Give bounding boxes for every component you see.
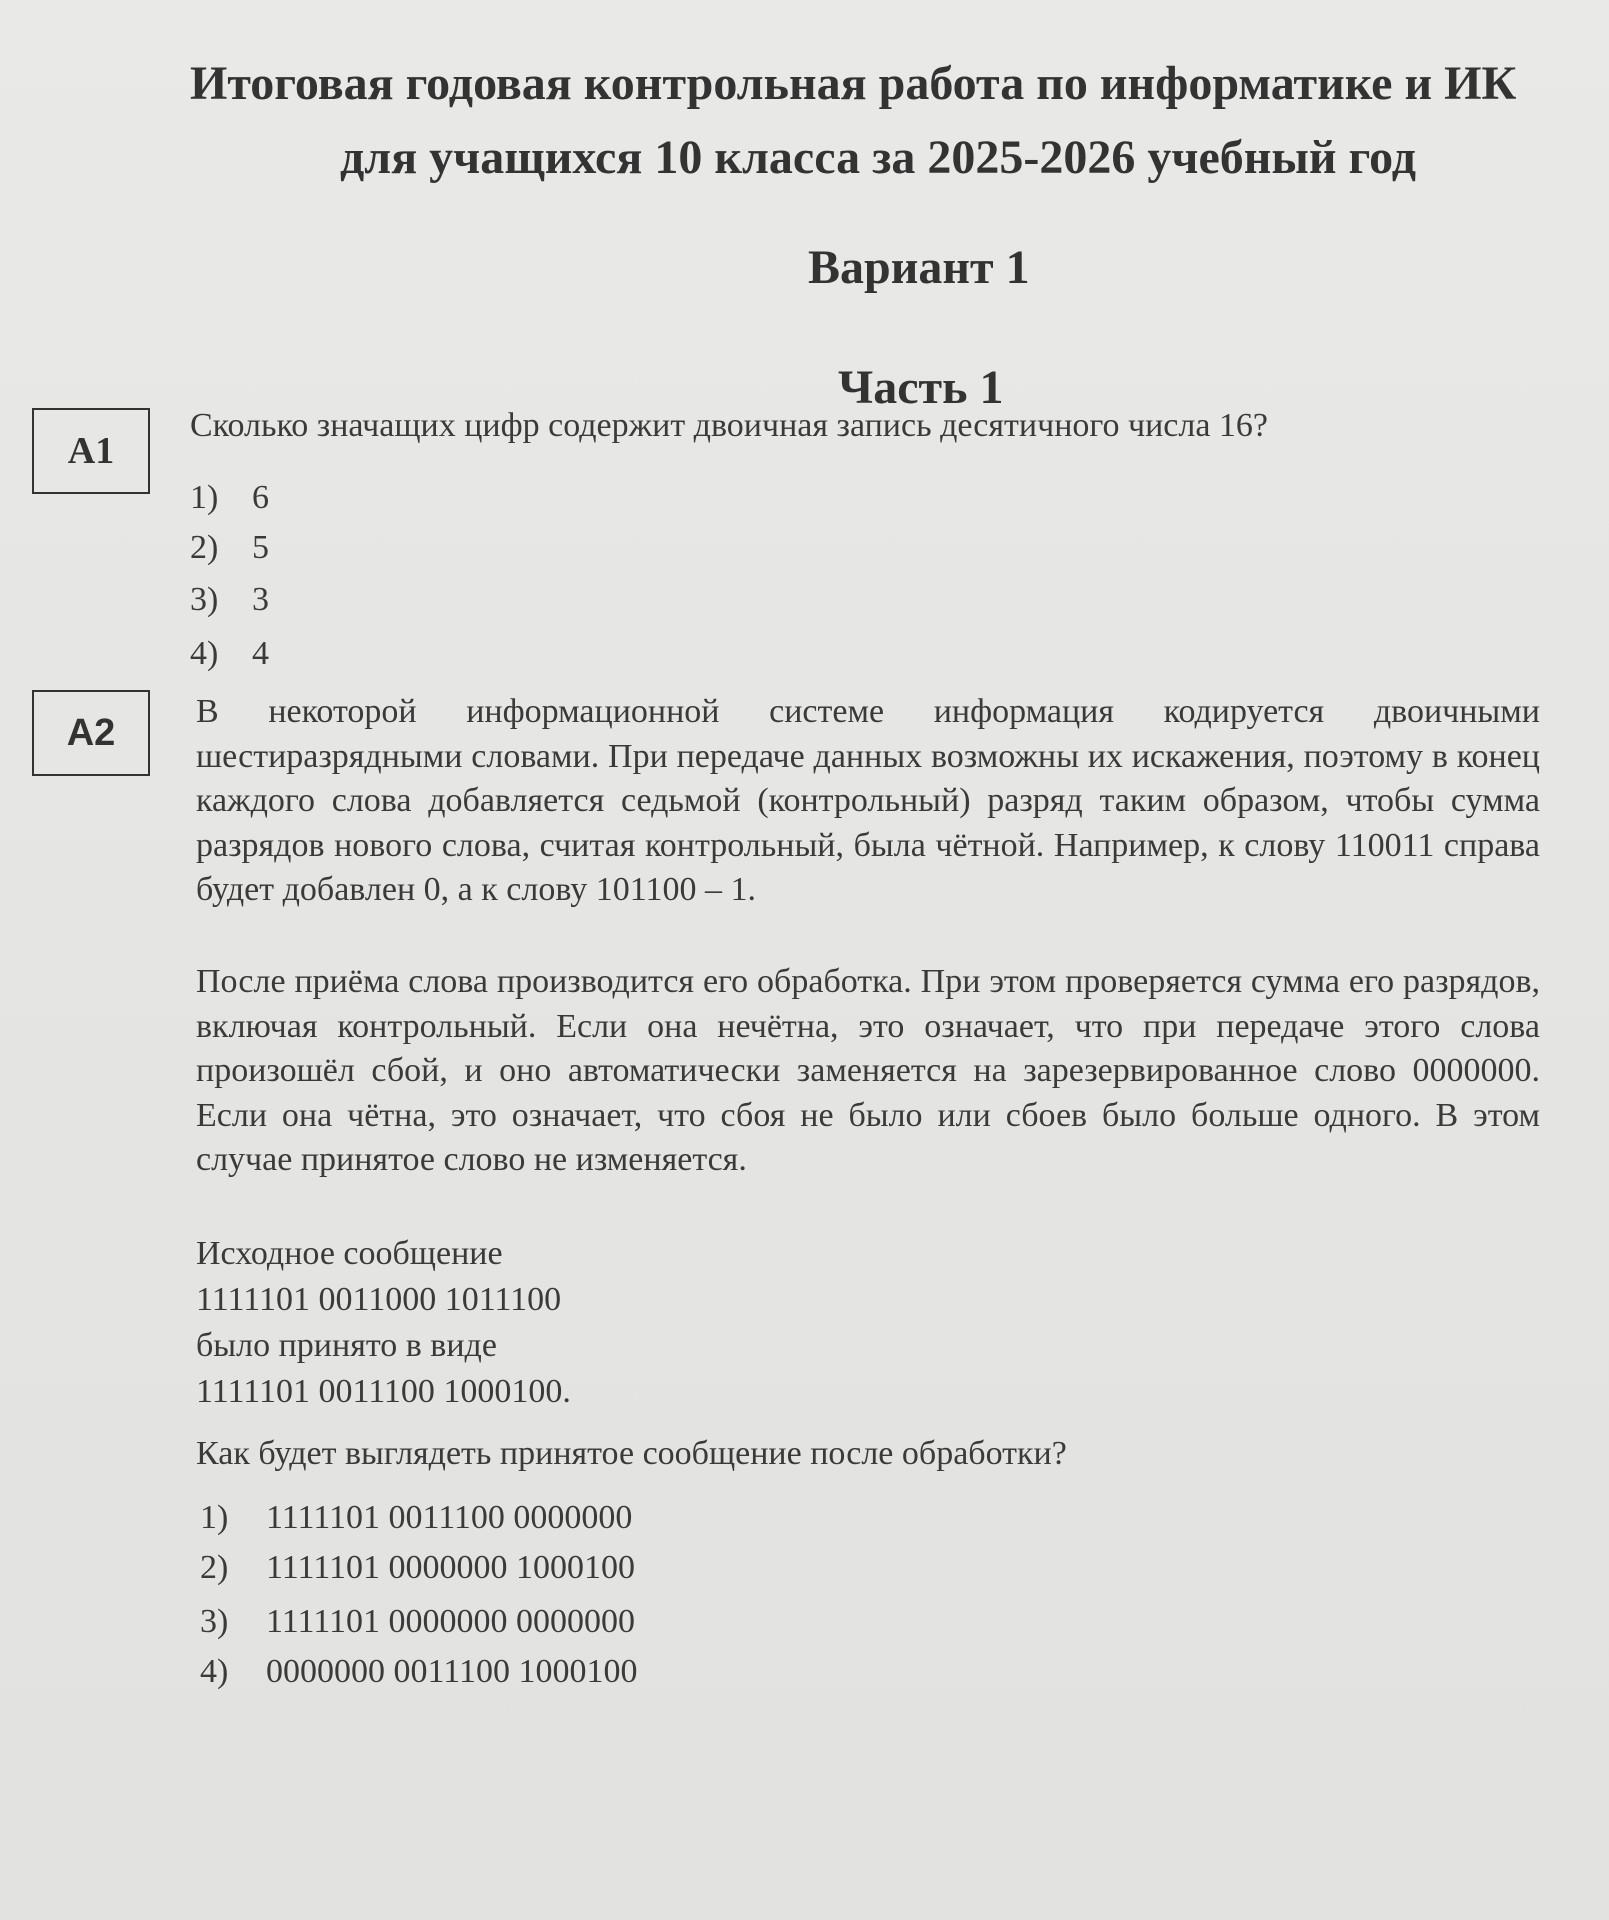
option-number: 2): [190, 529, 219, 566]
page-subtitle: для учащихся 10 класса за 2025-2026 учебный год: [340, 131, 1417, 184]
a1-option-2: [190, 526, 269, 570]
received-message-label: было принято в виде: [196, 1327, 497, 1364]
option-number: 4): [190, 635, 219, 672]
question-a2-prompt: Как будет выглядеть принятое сообщение после обработки?: [196, 1435, 1067, 1472]
option-text: 6: [252, 479, 269, 516]
a2-option-1: [200, 1496, 632, 1540]
part-heading: Часть 1: [838, 361, 1004, 414]
question-label-a1: A1: [32, 408, 150, 494]
variant-heading: Вариант 1: [808, 241, 1030, 294]
option-number: 2): [200, 1549, 229, 1586]
option-text: 4: [252, 635, 269, 672]
a2-option-3: [200, 1600, 635, 1644]
a1-option-3: [190, 578, 269, 622]
question-a2-paragraph-1: В некоторой информационной системе информация кодируется двоичными шестиразрядными словами. При передаче данных возможны их искажения, поэтому в конец каждого слова добавляется седьмой (контрольный) разряд таким образом, чтобы сумма разрядов нового слова, считая контрольный, была чётной. Например, к слову 110011 справа будет добавлен 0, а к слову 101100 – 1.: [196, 693, 1540, 908]
option-number: 1): [200, 1499, 229, 1536]
question-label-a2: A2: [32, 690, 150, 776]
option-text: 1111101 0000000 0000000: [266, 1603, 635, 1640]
option-text: 0000000 0011100 1000100: [266, 1653, 638, 1690]
option-text: 3: [252, 581, 269, 618]
question-a1-text: Сколько значащих цифр содержит двоичная запись десятичного числа 16?: [190, 407, 1269, 444]
page-title: Итоговая годовая контрольная работа по информатике и ИК: [190, 57, 1517, 110]
a1-option-4: [190, 632, 269, 676]
a2-option-2: [200, 1546, 635, 1590]
source-message-value: 1111101 0011000 1011100: [196, 1281, 562, 1318]
option-number: 3): [190, 581, 219, 618]
option-number: 1): [190, 479, 219, 516]
source-message-label: Исходное сообщение: [196, 1235, 503, 1272]
a1-option-1: [190, 476, 269, 520]
a2-option-4: [200, 1650, 637, 1694]
question-a2-paragraph-2: После приёма слова производится его обработка. При этом проверяется сумма его разрядов, включая контрольный. Если она нечётна, это означает, что при передаче этого слова произошёл сбой, и оно автоматически заменяется на зарезервированное слово 0000000. Если она чётна, это означает, что сбоя не было или сбоев было больше одного. В этом случае принятое слово не изменяется.: [196, 963, 1540, 1178]
option-number: 3): [200, 1603, 229, 1640]
option-text: 1111101 0000000 1000100: [266, 1549, 635, 1586]
option-text: 5: [252, 529, 269, 566]
option-text: 1111101 0011100 0000000: [266, 1499, 633, 1536]
received-message-value: 1111101 0011100 1000100.: [196, 1373, 571, 1410]
option-number: 4): [200, 1653, 229, 1690]
